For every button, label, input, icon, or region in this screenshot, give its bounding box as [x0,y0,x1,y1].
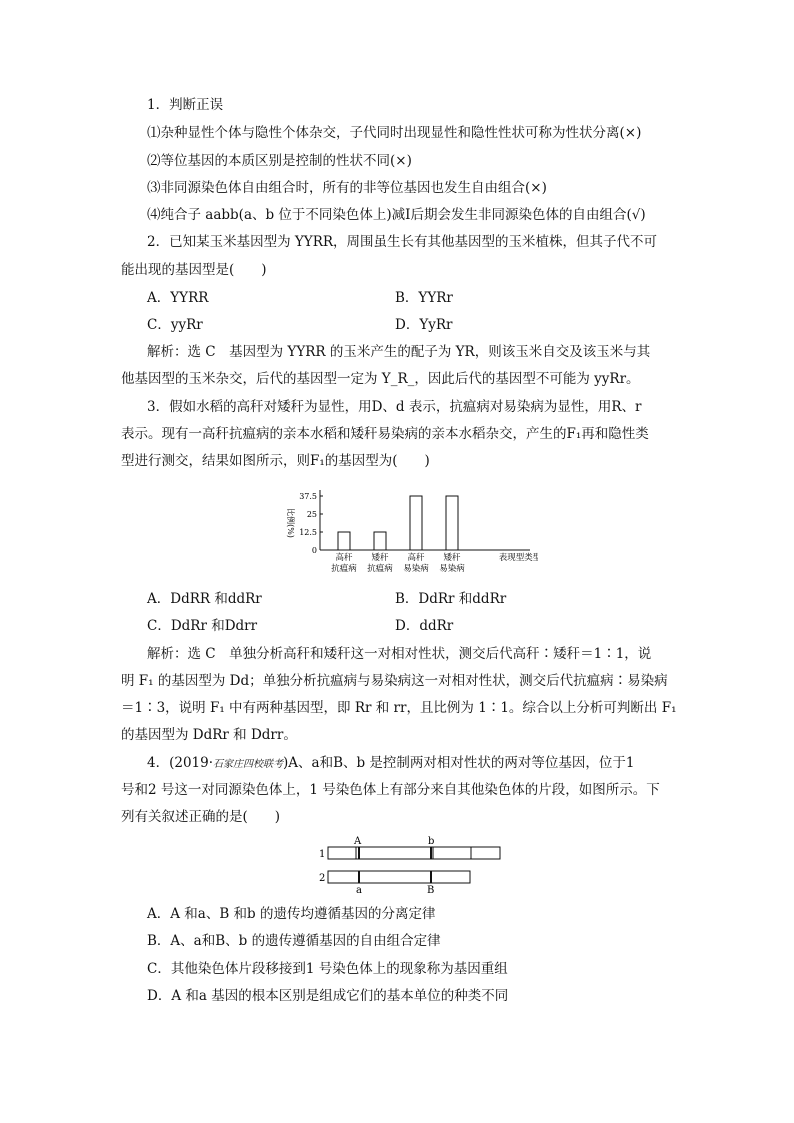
x-tick-label: 抗瘟病 [367,564,393,574]
bar [374,532,386,550]
q2-stem-line1: 2．已知某玉米基因型为 YYRR，周围虽生长有其他基因型的玉米植株，但其子代不可 [147,234,658,250]
q1-title: 1．判断正误 [147,97,224,113]
x-tick-label: 矮秆 [443,553,461,563]
q4-stem-line1 [147,754,635,774]
x-tick-label: 易染病 [403,564,429,574]
q4-stem-line2: 号和2 号这一对同源染色体上，1 号染色体上有部分来自其他染色体的片段，如图所示。下 [121,782,660,798]
chromosome-2 [328,871,470,883]
chromosome-diagram [316,834,506,894]
x-tick-label: 矮秆 [371,553,389,563]
q3-stem-line3: 型进行测交，结果如图所示，则F₁的基因型为( ) [121,453,430,469]
q2-option-a: A．YYRR [147,290,209,306]
q1-item-4: ⑷纯合子 aabb(a、b 位于不同染色体上)减Ⅰ后期会发生非同源染色体的自由组合(√) [147,207,646,223]
q2-option-d: D．YyRr [395,317,453,333]
y-tick-label: 25 [306,510,317,519]
q1-item-3: ⑶非同源染色体自由组合时，所有的非等位基因也发生自由组合(×) [147,180,547,196]
chromosome-svg [316,834,506,894]
gene-B-label: B [427,885,435,894]
testcross-bar-chart [278,482,538,582]
x-tick-label: 高秆 [335,553,353,563]
gene-a-label: a [356,885,362,894]
q2-analysis-line1: 解析：选 C 基因型为 YYRR 的玉米产生的配子为 YR，则该玉米自交及该玉米与其 [147,344,651,360]
y-tick-label: 12.5 [299,528,317,537]
q2-stem-line2: 能出现的基因型是( ) [121,262,267,278]
q4-option-d: D．A 和a 基因的根本区别是组成它们的基本单位的种类不同 [147,988,509,1004]
q3-analysis-line3: ＝1∶3，说明 F₁ 中有两种基因型，即 Rr 和 rr，且比例为 1∶1。综合以上分析可判断出 F₁ [121,700,677,716]
x-tick-label: 高秆 [407,553,425,563]
q3-stem-line2: 表示。现有一高秆抗瘟病的亲本水稻和矮秆易染病的亲本水稻杂交，产生的F₁再和隐性类 [121,426,649,442]
q4-option-a: A．A 和a、B 和b 的遗传均遵循基因的分离定律 [147,906,436,922]
x-tick-label: 抗瘟病 [331,564,357,574]
q3-analysis-line4: 的基因型为 DdRr 和 Ddrr。 [121,727,297,743]
q2-option-c: C．yyRr [147,317,203,333]
q4-stem-rest: )A、a和B、b 是控制两对相对性状的两对等位基因，位于1 [283,755,635,771]
q3-option-c: C．DdRr 和Ddrr [147,618,258,634]
gene-b-label: b [428,836,435,847]
q3-analysis-line1: 解析：选 C 单独分析高秆和矮秆这一对相对性状，测交后代高秆∶矮秆＝1∶1，说 [147,646,652,662]
q4-option-b: B．A、a和B、b 的遗传遵循基因的自由组合定律 [147,933,441,949]
y-tick-label: 37.5 [299,492,317,501]
x-tick-label: 易染病 [439,564,465,574]
q2-analysis-line2: 他基因型的玉米杂交，后代的基因型一定为 Y_R_，因此后代的基因型不可能为 yyRr。 [121,371,640,387]
y-axis-label: 比例(%) [286,508,295,538]
q3-stem-line1: 3．假如水稻的高秆对矮秆为显性，用D、d 表示，抗瘟病对易染病为显性，用R、r [147,399,642,415]
chart-svg [278,482,538,582]
y-tick-label: 0 [311,546,317,555]
q3-option-d: D．ddRr [395,618,454,634]
q4-stem-line3: 列有关叙述正确的是( ) [121,809,281,825]
q4-option-c: C．其他染色体片段移接到1 号染色体上的现象称为基因重组 [147,961,508,977]
q1-item-1: ⑴杂种显性个体与隐性个体杂交，子代同时出现显性和隐性性状可称为性状分离(×) [147,125,642,141]
q4-source: 石家庄四校联考 [213,759,284,770]
bar [410,496,422,550]
x-axis-label: 表现型类型 [498,553,538,563]
chromosome-1-label: 1 [319,849,326,860]
q1-item-2: ⑵等位基因的本质区别是控制的性状不同(×) [147,153,412,169]
gene-A-label: A [354,836,362,847]
bar [338,532,350,550]
chromosome-1 [328,847,500,859]
q2-option-b: B．YYRr [395,290,453,306]
q3-option-a: A．DdRR 和ddRr [147,591,262,607]
chromosome-2-label: 2 [319,873,326,884]
q3-analysis-line2: 明 F₁ 的基因型为 Dd；单独分析抗瘟病与易染病这一对相对性状，测交后代抗瘟病∶易染病 [121,673,668,689]
q4-number: 4．(2019· [147,755,214,771]
bar [446,496,458,550]
q3-option-b: B．DdRr 和ddRr [395,591,507,607]
